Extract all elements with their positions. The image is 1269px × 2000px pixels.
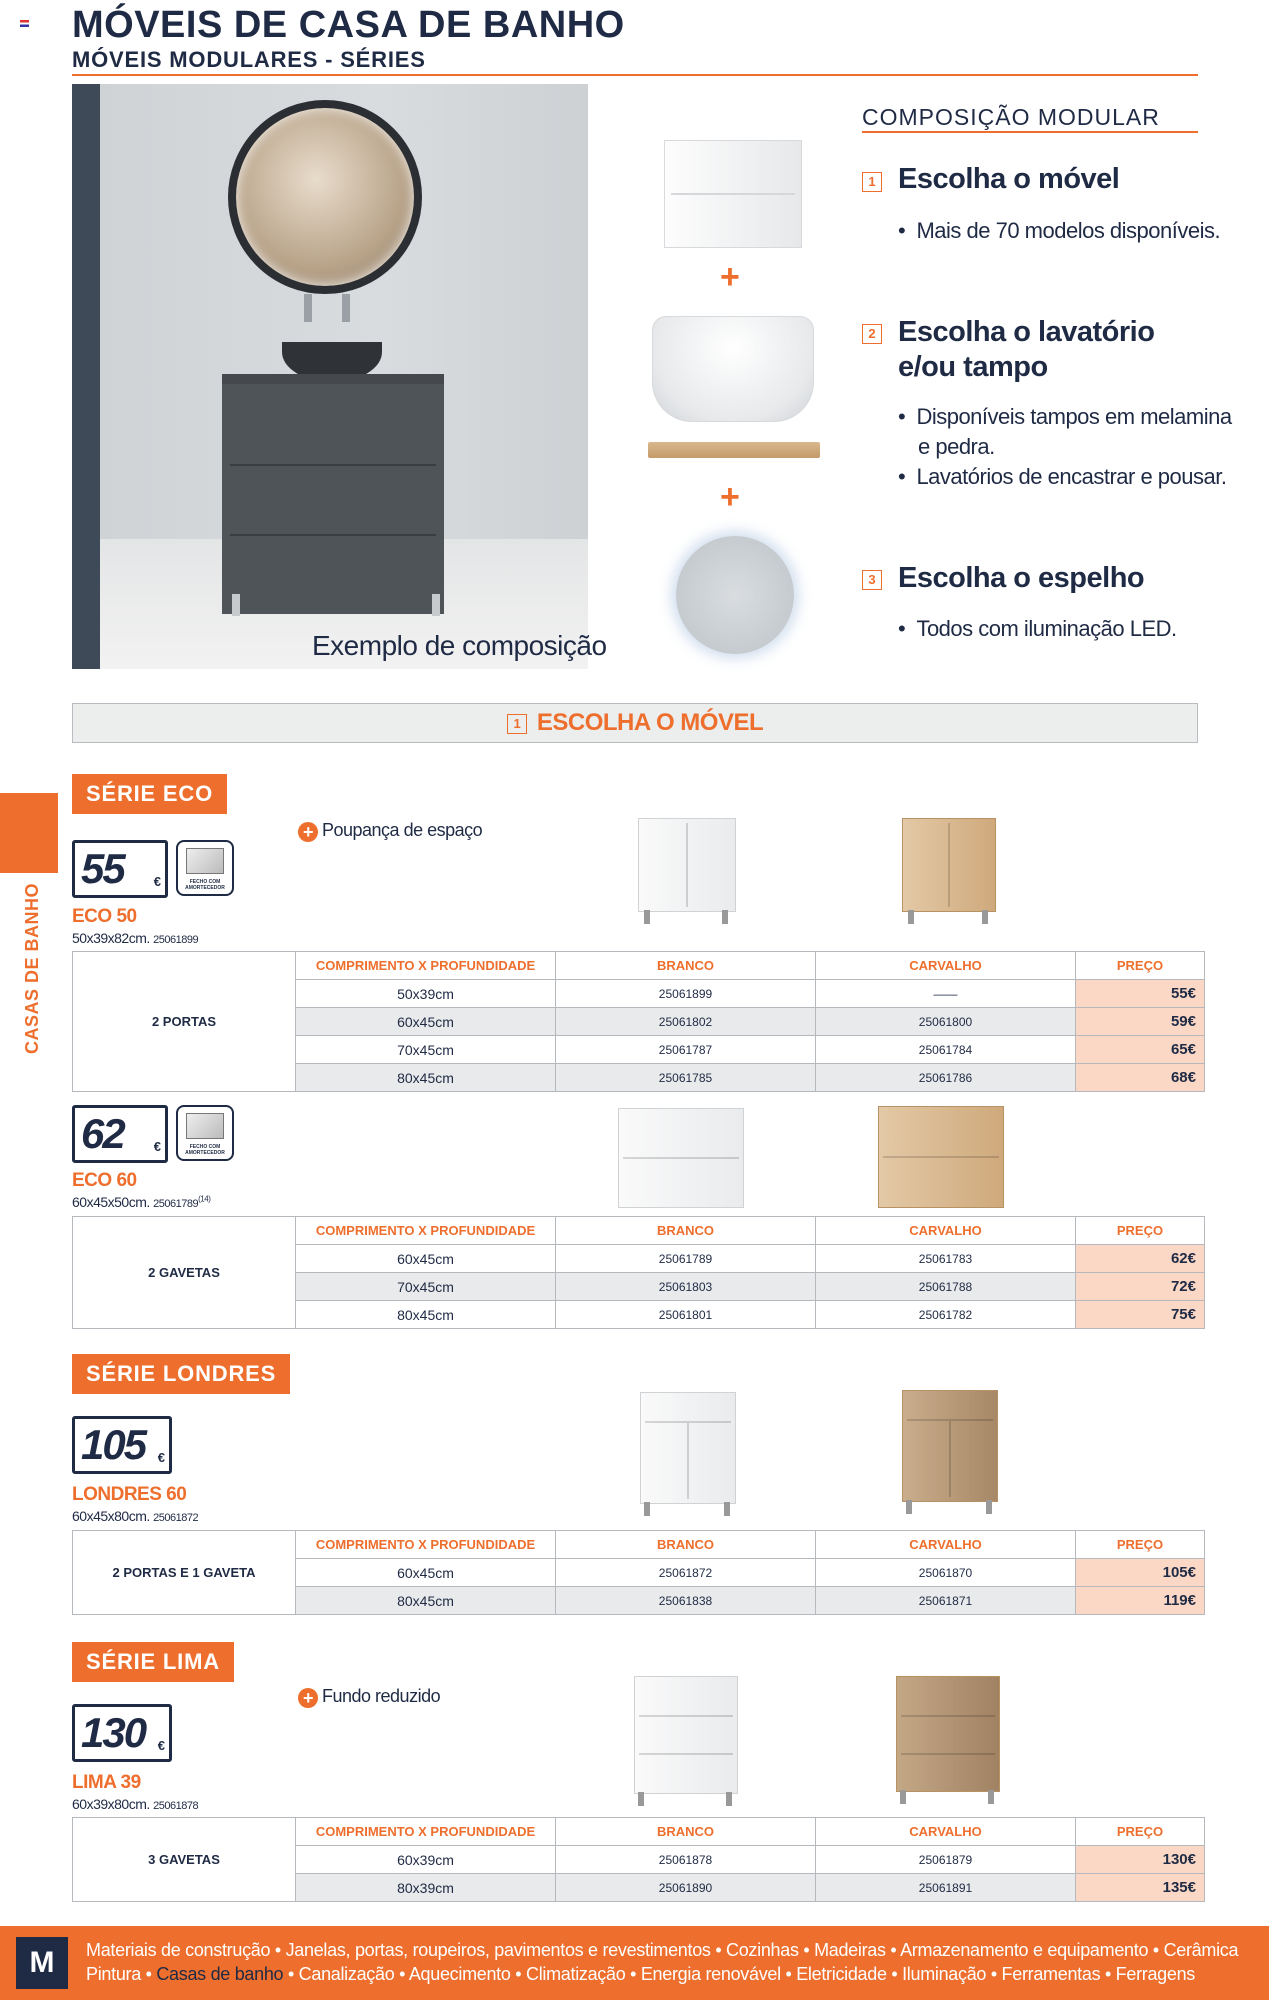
footer-categories-line1: Materiais de construção • Janelas, portas, roupeiros, pavimentos e revestimentos • Cozinhas • Madeiras • Armazenamento e equipamento • Cerâmica <box>86 1940 1239 1960</box>
series-tag-londres: SÉRIE LONDRES <box>72 1354 290 1394</box>
price-table-eco60: 2 GAVETAS COMPRIMENTO X PROFUNDIDADE BRANCO CARVALHO PREÇO 60x45cm 25061789 25061783 62€ 70x45cm 25061803 25061788 72€ 80x45cm 25061801 25061782 75€ <box>72 1216 1205 1329</box>
table-type-cell: 2 PORTAS E 1 GAVETA <box>73 1531 296 1615</box>
model-dims: 50x39x82cm. 25061899 <box>72 930 199 946</box>
series-tag-lima: SÉRIE LIMA <box>72 1642 234 1682</box>
white-cabinet-image <box>664 140 802 248</box>
flag-icon <box>20 20 29 27</box>
page-subtitle: MÓVEIS MODULARES - SÉRIES <box>72 47 426 72</box>
led-mirror-image <box>676 536 794 654</box>
table-row: 70x45cm 25061803 25061788 72€ <box>73 1273 1205 1301</box>
composition-rule <box>862 131 1198 133</box>
cabinet-white-image <box>640 1392 736 1504</box>
feature-label: + Poupança de espaço <box>298 820 482 842</box>
plus-icon: + <box>720 478 740 516</box>
drawer-unit-white-image <box>618 1108 744 1208</box>
table-row: 80x45cm 25061801 25061782 75€ <box>73 1301 1205 1329</box>
step-bullet: • Mais de 70 modelos disponíveis. <box>898 218 1221 243</box>
model-name: ECO 50 <box>72 906 137 927</box>
title-rule <box>72 74 1198 76</box>
table-row: 60x45cm 25061789 25061783 62€ <box>73 1245 1205 1273</box>
soft-close-icon: FECHO COM AMORTECEDOR <box>176 840 234 896</box>
step-bullet: • Disponíveis tampos em melamina <box>898 404 1232 429</box>
price-table-eco50: 2 PORTAS COMPRIMENTO X PROFUNDIDADE BRANCO CARVALHO PREÇO 50x39cm 25061899 —— 55€ 60x45cm 25061802 25061800 59€ 70x45cm 25061787 25061784 65€ 80x45cm 25061785 25061786 68€ <box>72 951 1205 1092</box>
feature-label: + Fundo reduzido <box>298 1686 440 1708</box>
model-name: ECO 60 <box>72 1170 137 1191</box>
footer-categories-line2: Pintura • Casas de banho • Canalização • Aquecimento • Climatização • Energia renovável • Eletricidade • Iluminação • Ferramentas • Ferragens <box>86 1964 1196 1984</box>
model-name: LIMA 39 <box>72 1772 141 1793</box>
step-title: Escolha o espelho <box>898 562 1145 594</box>
step-title: e/ou tampo <box>898 351 1048 383</box>
table-row: 80x45cm 25061838 25061871 119€ <box>73 1587 1205 1615</box>
step-number: 1 <box>862 172 882 192</box>
washbasin-image <box>652 316 814 422</box>
step-title: Escolha o lavatório <box>898 316 1155 348</box>
price-badge: 105 € <box>72 1416 172 1474</box>
soft-close-icon: FECHO COM AMORTECEDOR <box>176 1105 234 1161</box>
plus-icon: + <box>720 258 740 296</box>
side-tab <box>0 793 58 873</box>
plus-circle-icon: + <box>298 1688 318 1708</box>
step-bullet: e pedra. <box>918 434 995 459</box>
step-bullet: • Lavatórios de encastrar e pousar. <box>898 464 1227 489</box>
model-name: LONDRES 60 <box>72 1484 187 1505</box>
brand-logo: M <box>16 1937 68 1989</box>
table-row: 60x39cm 25061878 25061879 130€ <box>73 1846 1205 1874</box>
step-number: 2 <box>862 324 882 344</box>
price-badge: 130 € <box>72 1704 172 1762</box>
step-number: 3 <box>862 570 882 590</box>
table-row: 80x39cm 25061890 25061891 135€ <box>73 1874 1205 1902</box>
table-type-cell: 3 GAVETAS <box>73 1818 296 1902</box>
side-label: CASAS DE BANHO <box>22 882 42 1054</box>
footer-current-category: Casas de banho <box>156 1964 284 1984</box>
cabinet-oak-image <box>902 1390 998 1502</box>
hero-image <box>72 84 588 669</box>
table-type-cell: 2 GAVETAS <box>73 1217 296 1329</box>
page-title: MÓVEIS DE CASA DE BANHO <box>72 4 625 46</box>
model-dims: 60x45x50cm. 25061789$^{(14)}$ <box>72 1194 211 1210</box>
series-tag-eco: SÉRIE ECO <box>72 774 227 814</box>
drawer-unit-white-image <box>634 1676 738 1794</box>
cabinet-oak-image <box>902 818 996 912</box>
table-row: 60x45cm 25061802 25061800 59€ <box>73 1008 1205 1036</box>
plus-circle-icon: + <box>298 822 318 842</box>
model-dims: 60x45x80cm. 25061872 <box>72 1508 199 1524</box>
drawer-unit-oak-image <box>878 1106 1004 1208</box>
table-row: 50x39cm 25061899 —— 55€ <box>73 980 1205 1008</box>
price-table-londres: 2 PORTAS E 1 GAVETA COMPRIMENTO X PROFUNDIDADE BRANCO CARVALHO PREÇO 60x45cm 25061872 25061870 105€ 80x45cm 25061838 25061871 119€ <box>72 1530 1205 1615</box>
model-dims: 60x39x80cm. 25061878 <box>72 1796 199 1812</box>
countertop-image <box>648 442 820 458</box>
table-row: 80x45cm 25061785 25061786 68€ <box>73 1064 1205 1092</box>
footer-bar <box>0 1926 1269 2000</box>
section-label: 1 ESCOLHA O MÓVEL <box>73 704 1197 742</box>
price-badge: 62 € <box>72 1105 168 1163</box>
round-mirror-image <box>228 100 422 294</box>
table-row: 70x45cm 25061787 25061784 65€ <box>73 1036 1205 1064</box>
hero-caption: Exemplo de composição <box>312 630 607 661</box>
section-number: 1 <box>507 714 527 734</box>
table-row: 60x45cm 25061872 25061870 105€ <box>73 1559 1205 1587</box>
table-type-cell: 2 PORTAS <box>73 952 296 1092</box>
drawer-unit-oak-image <box>896 1676 1000 1792</box>
step-bullet: • Todos com iluminação LED. <box>898 616 1177 641</box>
composition-title: COMPOSIÇÃO MODULAR <box>862 104 1160 130</box>
cabinet-image <box>222 374 444 614</box>
section-banner <box>72 703 1198 743</box>
price-table-lima: 3 GAVETAS COMPRIMENTO X PROFUNDIDADE BRANCO CARVALHO PREÇO 60x39cm 25061878 25061879 130€ 80x39cm 25061890 25061891 135€ <box>72 1817 1205 1902</box>
step-title: Escolha o móvel <box>898 163 1120 195</box>
price-badge: 55 € <box>72 840 168 898</box>
cabinet-white-image <box>638 818 736 912</box>
